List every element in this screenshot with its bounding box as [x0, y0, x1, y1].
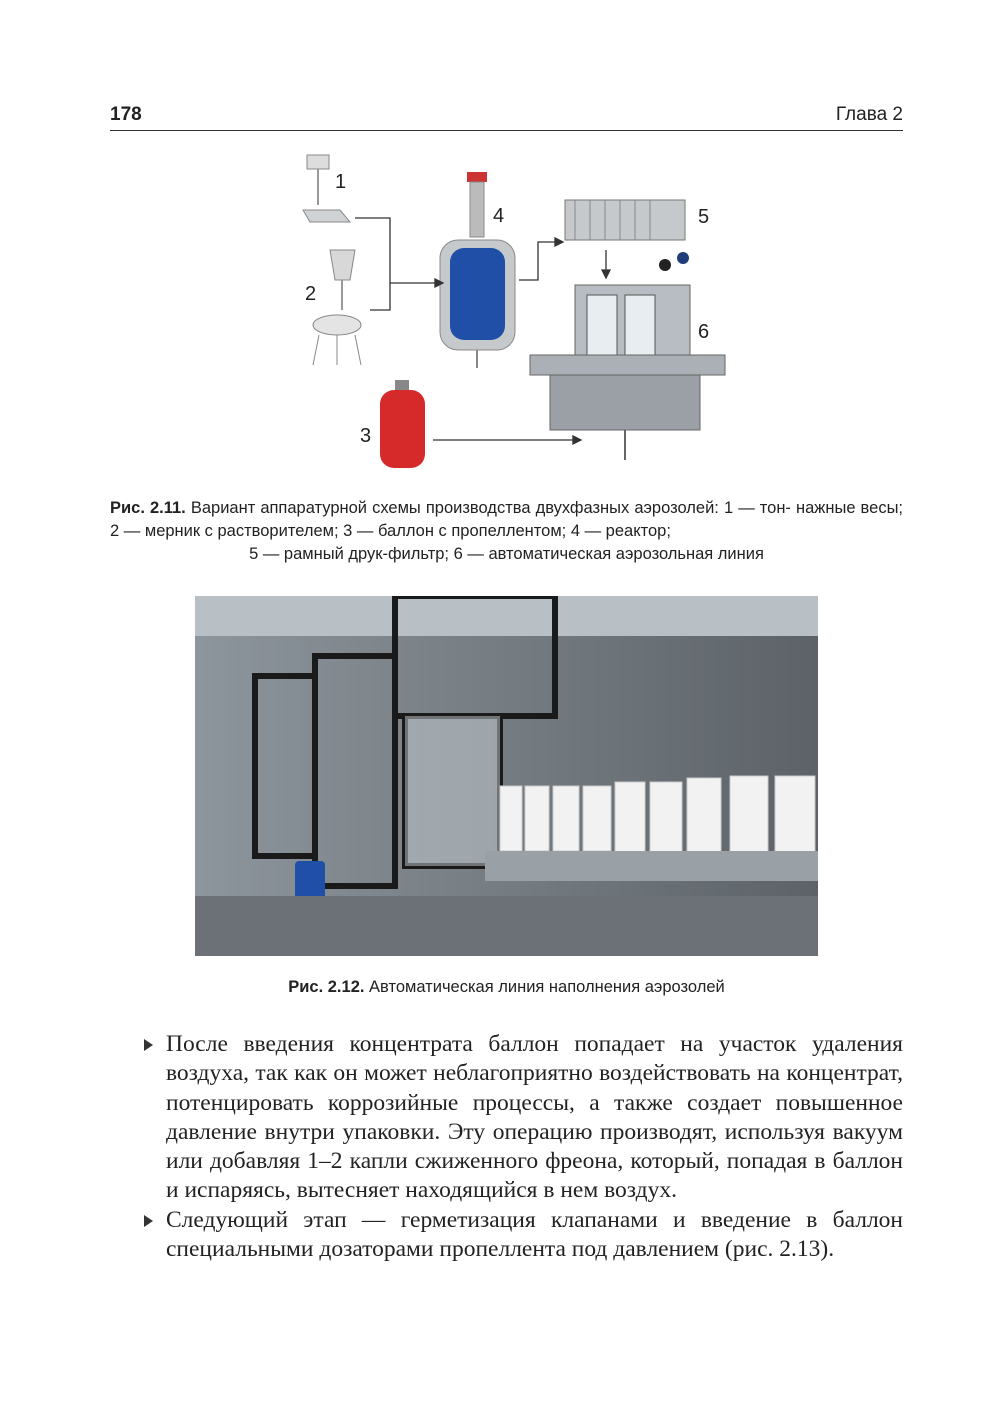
- reactor-illustration: [440, 172, 515, 368]
- caption-label: Рис. 2.12.: [288, 978, 365, 996]
- figure-2-12-caption: [110, 976, 903, 999]
- label-6: 6: [698, 321, 710, 343]
- body-text: [140, 1030, 903, 1264]
- aerosol-line-illustration: [530, 285, 725, 460]
- measuring-tank-illustration: [313, 250, 361, 365]
- page-header: [110, 100, 903, 131]
- list-item-text: Следующий этап — герметизация клапанами и введение в баллон специальными дозаторами пропеллента под давлением (рис. 2.13).: [166, 1206, 903, 1263]
- figure-2-11-diagram: [295, 150, 735, 470]
- label-5: 5: [698, 206, 710, 228]
- caption-text-line1: Вариант аппаратурной схемы производства двухфазных аэрозолей: 1 — тон-: [185, 499, 791, 517]
- bullet-marker-icon: [144, 1215, 153, 1227]
- list-item: [140, 1030, 903, 1206]
- filter-press-illustration: [565, 200, 689, 271]
- caption-text: Автоматическая линия наполнения аэрозолей: [364, 978, 725, 996]
- label-1: 1: [335, 171, 347, 193]
- propellant-cylinder-illustration: [380, 380, 425, 468]
- list-item-text: После введения концентрата баллон попадает на участок удаления воздуха, так как он может неблагоприятно воздействовать на концентрат, потенцировать коррозийные процессы, а также создает повышенное давление внутри упаковки. Эту операцию производят, используя вакуум или добавляя 1–2 капли сжиженного фреона, который, попадая в баллон и испаряясь, вытесняет находящийся в нем воздух.: [166, 1031, 903, 1204]
- caption-label: Рис. 2.11.: [110, 499, 186, 517]
- label-2: 2: [305, 283, 317, 305]
- list-item: [140, 1206, 903, 1265]
- caption-text-line3: 5 — рамный друк-фильтр; 6 — автоматическая аэрозольная линия: [249, 545, 764, 563]
- label-4: 4: [493, 205, 505, 227]
- label-3: 3: [360, 425, 372, 447]
- caption-text-line2: нажные весы; 2 — мерник с растворителем; 3 — баллон с пропеллентом; 4 — реактор;: [110, 499, 904, 540]
- page-number: 178: [110, 104, 142, 125]
- figure-2-12-photo: [195, 596, 818, 956]
- aerosol-cans: [500, 776, 815, 856]
- bullet-marker-icon: [144, 1039, 153, 1051]
- chapter-title: Глава 2: [835, 104, 903, 125]
- figure-2-11-caption: [110, 497, 903, 566]
